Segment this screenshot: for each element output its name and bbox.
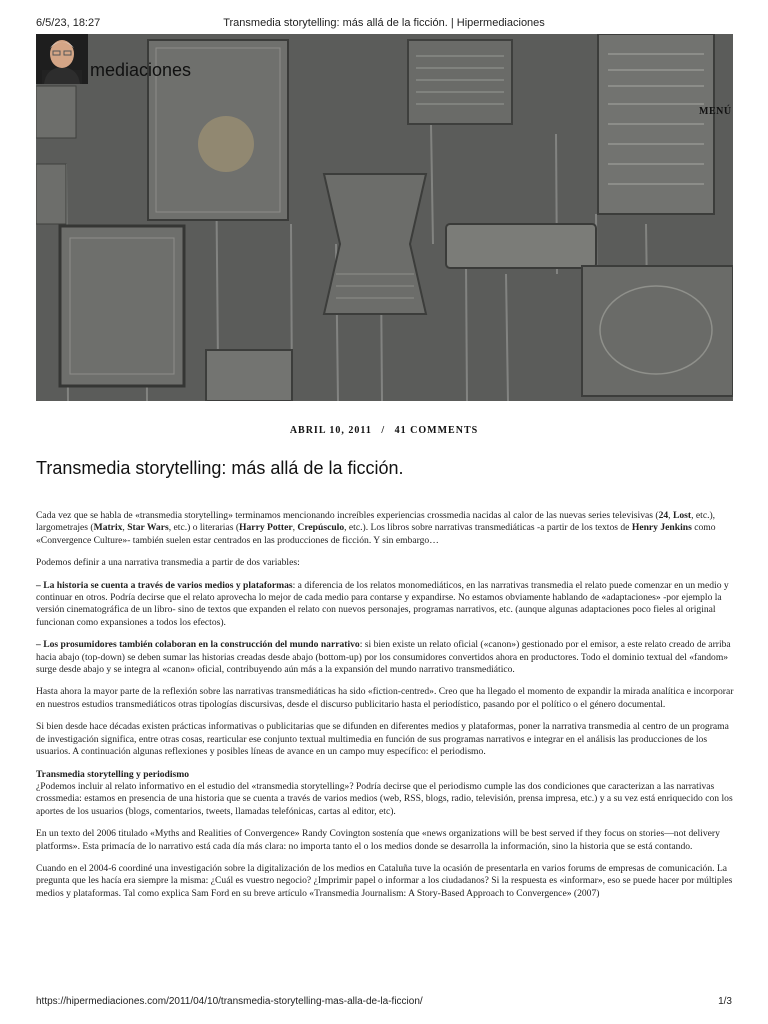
header-image — [36, 34, 733, 401]
avatar-portrait — [36, 34, 88, 84]
print-date: 6/5/23, 18:27 — [36, 17, 101, 29]
print-footer — [0, 996, 768, 1016]
bold-text: Harry Potter — [239, 522, 293, 534]
text-run: : a diferencia de los relatos monomediáticos, en las narrativas transmedia el relato puede comenzar en un medio y continuar en otros. Podría decirse que el relato aprovecha lo mejor de cada medio para contarse y expandirse. No estamos obviamente hablando de «adaptaciones» -por ejemplo la versión cinematográfica de un libro- sino de textos que expanden el relato con nuevos personajes, programas narrativos, etc. (aunque algunas adaptaciones poco fieles al original funcionan como expansiones a todos los efectos). — [36, 579, 729, 628]
text-run: : si bien existe un relato oficial («canon») gestionado por el emisor, a este relato creado de arriba hacia abajo (top-down) se deben sumar las historias creadas desde abajo (bottom-up) por los consumidores convertidos ahora en productores. Todo el dominio textual del «fandom» surge desde abajo y se integra al «canon» oficial, contribuyendo aún más a la expansión del mundo narrativo transmediático. — [36, 639, 731, 676]
text-run: , etc.) o literarias ( — [168, 522, 240, 534]
article-body — [36, 510, 734, 910]
intro-paragraphs — [36, 510, 734, 759]
text-run: , — [668, 510, 673, 521]
bronze-plaques-photo — [36, 34, 733, 401]
article-paragraph — [36, 781, 734, 818]
site-name-link[interactable]: mediaciones — [90, 60, 192, 80]
text-run: Hasta ahora la mayor parte de la reflexión sobre las narrativas transmediáticas ha sido «fiction-centred». Creo que ha llegado el momento de expandir la mirada analítica e incorporar en nuestros estudios transmediáticos otras tipologías discursivas, desde el discurso publicitario hasta el periodístico, pasando por el político o el género documental. — [36, 686, 734, 710]
article-paragraph — [36, 580, 734, 630]
article-paragraph — [36, 639, 734, 676]
text-run: como «Convergence Culture»- también suelen estar centrados en las producciones de ficción. Y sin embargo… — [36, 522, 716, 546]
post-meta — [0, 425, 768, 436]
print-header — [0, 0, 768, 34]
text-run: , etc.), largometrajes ( — [36, 510, 716, 534]
bold-text: – La historia se cuenta a través de varios medios y plataformas — [36, 579, 293, 591]
text-run: Si bien desde hace décadas existen prácticas informativas o publicitarias que se difunden en diferentes medios y plataformas, poner la narrativa transmedia al centro de un programa de investigación significa, entre otras cosas, rearticular ese conjunto textual multimedia en función de sus programas narrativos e integrar en el análisis las producciones de los usuarios. A continuación algunas reflexiones y posibles líneas de avance en un campo muy específico: el periodismo. — [36, 721, 729, 758]
bold-text: Lost — [672, 510, 692, 521]
author-avatar[interactable] — [36, 34, 88, 84]
text-run: En un texto del 2006 titulado «Myths and Realities of Convergence» Randy Covington sostenía que «news organizations will be best served if they focus on stories—not delivery platforms». Esta primacía de lo narrativo está cada día más clara: no importa tanto el o los medios donde se desarrolla la información, sino la historia que se está contando. — [36, 828, 720, 852]
section-paragraphs — [36, 781, 734, 900]
article-paragraph — [36, 863, 734, 900]
text-run: Cuando en el 2004-6 coordiné una investigación sobre la digitalización de los medios en Cataluña tuve la ocasión de presentarla en varios forums de empresas de comunicación. La pregunta que les hacía era siempre la misma: ¿Cuál es vuestro negocio? ¿Imprimir papel o informar a los ciudadanos? Si la respuesta es «informar», eso se puede hacer por múltiples medios y plataformas. Tal como explica Sam Ford en su breve artículo «Transmedia Journalism: A Story-Based Approach to Convergence» (2007) — [36, 862, 733, 899]
print-page-number: 1/3 — [718, 996, 732, 1007]
text-run: Podemos definir a una narrativa transmedia a partir de dos variables: — [36, 557, 300, 569]
section-heading: Transmedia storytelling y periodismo — [36, 768, 190, 780]
bold-text: 24 — [658, 510, 669, 521]
bold-text: – Los prosumidores también colaboran en la construcción del mundo narrativo — [36, 639, 360, 651]
bold-text: Crepúsculo — [297, 522, 345, 534]
text-run: ¿Podemos incluir al relato informativo en el estudio del «transmedia storytelling»? Podría decirse que el periodismo cumple las dos condiciones que caracterizan a las narrativas crossmedia: estamos en presencia de una historia que se cuenta a través de varios medios (web, RSS, blogs, radio, televisión, prensa impresa, etc.) y a su vez está enriquecido con los aportes de los usuarios (blogs, comentarios, tweets, llamadas telefónicas, cartas al editor, etc). — [36, 780, 733, 817]
bold-text: Henry Jenkins — [631, 522, 692, 534]
article-paragraph — [36, 686, 734, 711]
meta-separator: / — [381, 425, 386, 436]
print-document-title: Transmedia storytelling: más allá de la ficción. | Hipermediaciones — [223, 17, 545, 29]
comments-link[interactable]: 41 COMMENTS — [394, 425, 479, 436]
menu-button[interactable]: MENÚ — [699, 106, 732, 117]
print-url: https://hipermediaciones.com/2011/04/10/transmedia-storytelling-mas-alla-de-la-ficcion/ — [36, 996, 423, 1007]
article-paragraph — [36, 721, 734, 758]
post-date-link[interactable]: ABRIL 10, 2011 — [289, 425, 372, 436]
article-paragraph — [36, 510, 734, 547]
text-run: , etc.). Los libros sobre narrativas transmediáticas -a partir de los textos de — [344, 522, 632, 534]
article-paragraph — [36, 557, 734, 569]
bold-text: Star Wars — [127, 522, 169, 534]
bold-text: Matrix — [93, 522, 123, 534]
text-run: , — [292, 522, 298, 534]
text-run: Cada vez que se habla de «transmedia storytelling» terminamos mencionando increíbles experiencias crossmedia nacidas al calor de las nuevas series televisivas ( — [36, 510, 659, 521]
post-title: Transmedia storytelling: más allá de la ficción. — [36, 458, 404, 478]
text-run: , — [122, 522, 128, 534]
article-paragraph — [36, 828, 734, 853]
